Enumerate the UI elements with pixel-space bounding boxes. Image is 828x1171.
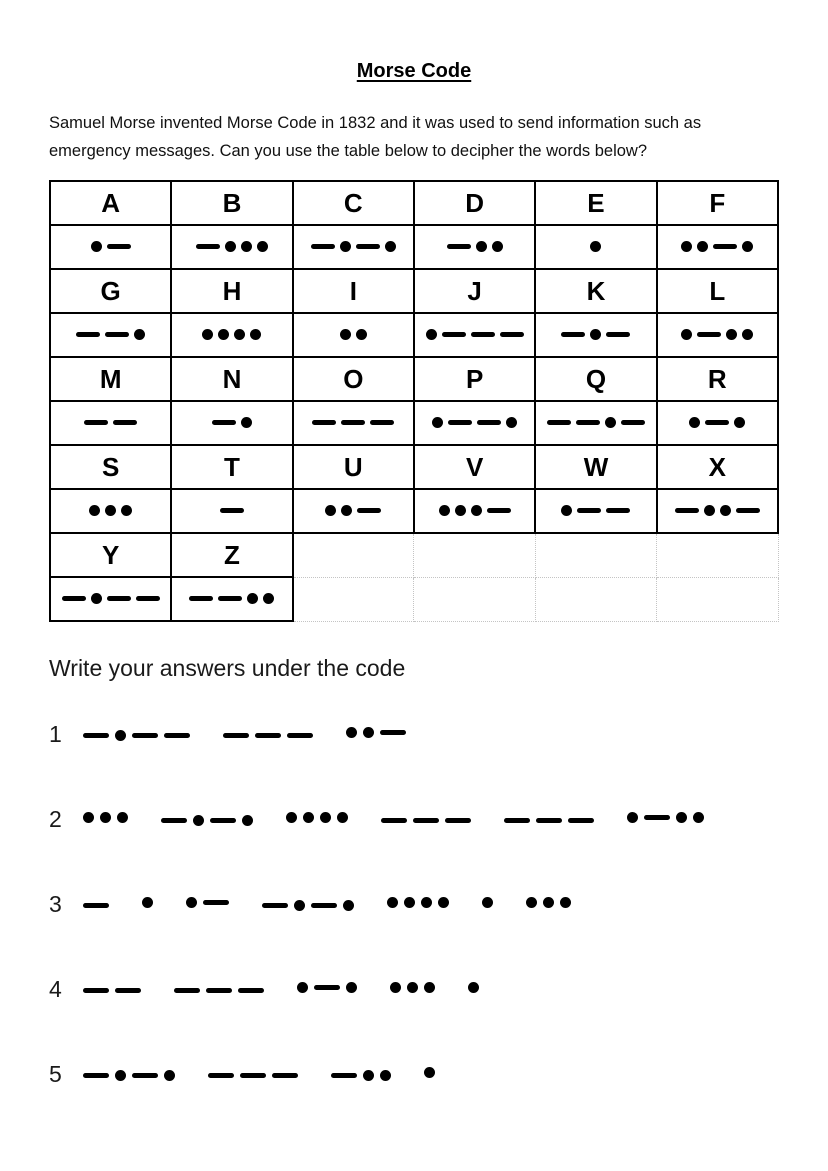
letter-cell: G <box>50 269 171 313</box>
morse-dot <box>605 417 616 428</box>
morse-dash <box>311 244 335 249</box>
morse-dot <box>492 241 503 252</box>
morse-dash <box>161 818 187 823</box>
table-row-letters <box>50 269 778 313</box>
morse-dot <box>186 897 197 908</box>
morse-code-cell <box>535 225 656 269</box>
morse-code-cell <box>171 401 292 445</box>
morse-dot <box>681 241 692 252</box>
morse-dash <box>218 596 242 601</box>
answer-line-5 <box>49 1059 779 1089</box>
morse-word <box>387 982 438 993</box>
morse-code-cell <box>657 225 778 269</box>
table-row-codes <box>50 577 778 621</box>
morse-dot <box>439 505 450 516</box>
answer-number: 5 <box>49 1060 62 1087</box>
morse-dash <box>107 596 131 601</box>
morse-dash <box>500 332 524 337</box>
morse-dash <box>357 508 381 513</box>
morse-dot <box>476 241 487 252</box>
morse-dot <box>303 812 314 823</box>
morse-word <box>421 1067 438 1078</box>
morse-dash <box>697 332 721 337</box>
morse-dot <box>543 897 554 908</box>
morse-dot <box>385 241 396 252</box>
morse-dash <box>356 244 380 249</box>
letter-cell: M <box>50 357 171 401</box>
morse-word <box>171 988 267 993</box>
morse-dot <box>438 897 449 908</box>
letter-cell: O <box>293 357 414 401</box>
letter-cell: Z <box>171 533 292 577</box>
morse-code-cell <box>535 489 656 533</box>
morse-dash <box>240 1073 266 1078</box>
page-title: Morse Code <box>356 60 472 82</box>
morse-word <box>205 1073 301 1078</box>
morse-dot <box>193 815 204 826</box>
letter-cell: I <box>293 269 414 313</box>
morse-dot <box>363 1070 374 1081</box>
empty-cell <box>657 533 778 577</box>
morse-answer-code <box>80 810 734 828</box>
morse-dot <box>242 815 253 826</box>
morse-dot <box>697 241 708 252</box>
letter-cell: A <box>50 181 171 225</box>
morse-dash <box>381 818 407 823</box>
answer-number: 2 <box>49 805 62 832</box>
morse-word <box>183 897 232 908</box>
letter-cell: R <box>657 357 778 401</box>
table-row-letters <box>50 533 778 577</box>
letter-cell: K <box>535 269 656 313</box>
morse-dash <box>606 332 630 337</box>
morse-dash <box>196 244 220 249</box>
morse-code-cell <box>414 225 535 269</box>
morse-dot <box>471 505 482 516</box>
morse-word <box>80 903 112 908</box>
morse-dot <box>320 812 331 823</box>
morse-word <box>80 988 144 993</box>
morse-dot <box>121 505 132 516</box>
morse-code-cell <box>414 313 535 357</box>
answer-line-3 <box>49 889 779 919</box>
morse-dash <box>445 818 471 823</box>
morse-dot <box>560 897 571 908</box>
answers-heading: Write your answers under the code <box>49 655 406 681</box>
morse-dash <box>136 596 160 601</box>
morse-dot <box>380 1070 391 1081</box>
morse-answer-code <box>80 980 509 998</box>
morse-dot <box>734 417 745 428</box>
table-row-codes <box>50 313 778 357</box>
morse-dot <box>294 900 305 911</box>
morse-dash <box>83 1073 109 1078</box>
morse-dot <box>257 241 268 252</box>
morse-dot <box>234 329 245 340</box>
letter-cell: X <box>657 445 778 489</box>
morse-dash <box>312 420 336 425</box>
morse-dash <box>223 733 249 738</box>
morse-dot <box>561 505 572 516</box>
morse-dash <box>311 903 337 908</box>
morse-dash <box>272 1073 298 1078</box>
table-row-letters <box>50 181 778 225</box>
morse-dot <box>91 241 102 252</box>
morse-word <box>343 727 409 738</box>
morse-dash <box>471 332 495 337</box>
morse-dot <box>681 329 692 340</box>
morse-dash <box>413 818 439 823</box>
letter-cell: S <box>50 445 171 489</box>
morse-dash <box>132 1073 158 1078</box>
morse-dash <box>132 733 158 738</box>
morse-dash <box>76 332 100 337</box>
letter-cell: W <box>535 445 656 489</box>
morse-dot <box>340 241 351 252</box>
answer-line-4 <box>49 974 779 1004</box>
morse-answer-code <box>80 725 436 743</box>
morse-code-cell <box>50 313 171 357</box>
morse-dot <box>247 593 258 604</box>
morse-dash <box>255 733 281 738</box>
intro-line-2: emergency messages. Can you use the table below to decipher the words below? <box>49 142 648 160</box>
morse-word <box>139 897 156 908</box>
answer-number: 3 <box>49 890 62 917</box>
morse-dot <box>346 982 357 993</box>
morse-dot <box>426 329 437 340</box>
morse-dot <box>241 417 252 428</box>
morse-dash <box>203 900 229 905</box>
morse-dot <box>297 982 308 993</box>
morse-dash <box>675 508 699 513</box>
morse-dash <box>83 988 109 993</box>
empty-cell <box>414 577 535 621</box>
answer-number: 1 <box>49 720 62 747</box>
morse-word <box>294 982 360 993</box>
morse-dash <box>174 988 200 993</box>
morse-dash <box>115 988 141 993</box>
morse-code-cell <box>657 401 778 445</box>
morse-dot <box>421 897 432 908</box>
morse-code-cell <box>171 577 292 621</box>
morse-code-cell <box>50 401 171 445</box>
letter-cell: T <box>171 445 292 489</box>
morse-dot <box>164 1070 175 1081</box>
answer-line-1 <box>49 719 779 749</box>
morse-dot <box>363 727 374 738</box>
empty-cell <box>535 533 656 577</box>
morse-dot <box>241 241 252 252</box>
morse-dot <box>506 417 517 428</box>
morse-dash <box>314 985 340 990</box>
empty-cell <box>293 577 414 621</box>
morse-dot <box>115 1070 126 1081</box>
morse-dash <box>238 988 264 993</box>
morse-code-cell <box>293 313 414 357</box>
letter-cell: L <box>657 269 778 313</box>
morse-dash <box>331 1073 357 1078</box>
morse-dot <box>468 982 479 993</box>
morse-dot <box>482 897 493 908</box>
morse-dot <box>526 897 537 908</box>
morse-dash <box>220 508 244 513</box>
empty-cell <box>657 577 778 621</box>
letter-cell: Q <box>535 357 656 401</box>
morse-dot <box>720 505 731 516</box>
morse-dash <box>83 903 109 908</box>
morse-dot <box>390 982 401 993</box>
morse-code-cell <box>50 577 171 621</box>
empty-cell <box>535 577 656 621</box>
morse-dash <box>84 420 108 425</box>
morse-dot <box>693 812 704 823</box>
morse-word <box>328 1070 394 1081</box>
morse-dot <box>340 329 351 340</box>
morse-dot <box>117 812 128 823</box>
morse-dash <box>107 244 131 249</box>
morse-dash <box>287 733 313 738</box>
morse-dash <box>341 420 365 425</box>
morse-dot <box>676 812 687 823</box>
morse-dash <box>713 244 737 249</box>
table-row-letters <box>50 357 778 401</box>
morse-dash <box>606 508 630 513</box>
morse-dot <box>91 593 102 604</box>
morse-code-cell <box>171 225 292 269</box>
morse-code-cell <box>414 489 535 533</box>
morse-code-cell <box>171 489 292 533</box>
morse-dash <box>477 420 501 425</box>
morse-dash <box>447 244 471 249</box>
morse-word <box>479 897 496 908</box>
morse-dash <box>561 332 585 337</box>
morse-code-table <box>49 180 779 622</box>
morse-code-cell <box>293 225 414 269</box>
morse-code-cell <box>50 225 171 269</box>
morse-word <box>220 733 316 738</box>
morse-dot <box>100 812 111 823</box>
table-row-codes <box>50 489 778 533</box>
morse-dash <box>262 903 288 908</box>
morse-word <box>624 812 707 823</box>
letter-cell: U <box>293 445 414 489</box>
morse-dot <box>343 900 354 911</box>
letter-cell: P <box>414 357 535 401</box>
letter-cell: H <box>171 269 292 313</box>
morse-dash <box>189 596 213 601</box>
morse-dot <box>341 505 352 516</box>
morse-dash <box>206 988 232 993</box>
answer-number: 4 <box>49 975 62 1002</box>
morse-dash <box>105 332 129 337</box>
morse-dash <box>644 815 670 820</box>
morse-dash <box>370 420 394 425</box>
morse-dash <box>621 420 645 425</box>
morse-word <box>523 897 574 908</box>
morse-dot <box>424 982 435 993</box>
morse-dot <box>424 1067 435 1078</box>
morse-dash <box>442 332 466 337</box>
morse-dot <box>218 329 229 340</box>
morse-dot <box>742 329 753 340</box>
morse-dot <box>627 812 638 823</box>
morse-dash <box>736 508 760 513</box>
morse-word <box>384 897 452 908</box>
morse-dash <box>504 818 530 823</box>
morse-dot <box>356 329 367 340</box>
morse-dot <box>250 329 261 340</box>
morse-word <box>259 900 357 911</box>
morse-code-cell <box>50 489 171 533</box>
morse-dot <box>325 505 336 516</box>
morse-code-cell <box>535 313 656 357</box>
morse-code-cell <box>171 313 292 357</box>
morse-dash <box>547 420 571 425</box>
morse-dot <box>432 417 443 428</box>
morse-dot <box>225 241 236 252</box>
morse-dash <box>448 420 472 425</box>
morse-dot <box>407 982 418 993</box>
morse-dot <box>263 593 274 604</box>
morse-word <box>80 812 131 823</box>
morse-code-cell <box>657 489 778 533</box>
answer-line-2 <box>49 804 779 834</box>
morse-word <box>465 982 482 993</box>
intro-paragraph <box>49 109 779 165</box>
morse-dot <box>404 897 415 908</box>
morse-dot <box>142 897 153 908</box>
letter-cell: V <box>414 445 535 489</box>
morse-dot <box>726 329 737 340</box>
morse-word <box>80 730 193 741</box>
morse-dot <box>590 241 601 252</box>
morse-dot <box>387 897 398 908</box>
morse-dash <box>536 818 562 823</box>
morse-dash <box>705 420 729 425</box>
morse-word <box>80 1070 178 1081</box>
letter-cell: Y <box>50 533 171 577</box>
letter-cell: B <box>171 181 292 225</box>
morse-dash <box>380 730 406 735</box>
letter-cell: E <box>535 181 656 225</box>
morse-dot <box>134 329 145 340</box>
letter-cell: D <box>414 181 535 225</box>
morse-dot <box>590 329 601 340</box>
morse-dash <box>62 596 86 601</box>
empty-cell <box>293 533 414 577</box>
morse-dot <box>115 730 126 741</box>
morse-code-cell <box>657 313 778 357</box>
morse-code-cell <box>293 489 414 533</box>
morse-word <box>283 812 351 823</box>
morse-dash <box>576 420 600 425</box>
morse-dash <box>83 733 109 738</box>
morse-dot <box>346 727 357 738</box>
morse-dot <box>689 417 700 428</box>
morse-code-cell <box>535 401 656 445</box>
morse-dot <box>286 812 297 823</box>
empty-cell <box>414 533 535 577</box>
morse-dash <box>577 508 601 513</box>
morse-dash <box>487 508 511 513</box>
morse-answer-code <box>80 895 601 913</box>
morse-word <box>501 818 597 823</box>
morse-dash <box>210 818 236 823</box>
morse-dot <box>337 812 348 823</box>
table-row-codes <box>50 225 778 269</box>
table-row-letters <box>50 445 778 489</box>
morse-dot <box>83 812 94 823</box>
morse-dot <box>202 329 213 340</box>
morse-word <box>158 815 256 826</box>
morse-dash <box>164 733 190 738</box>
morse-dash <box>568 818 594 823</box>
morse-code-cell <box>414 401 535 445</box>
letter-cell: N <box>171 357 292 401</box>
intro-line-1: Samuel Morse invented Morse Code in 1832 and it was used to send information such as <box>49 114 702 132</box>
morse-dash <box>113 420 137 425</box>
morse-dot <box>89 505 100 516</box>
morse-dash <box>212 420 236 425</box>
letter-cell: C <box>293 181 414 225</box>
morse-answer-code <box>80 1065 465 1083</box>
morse-dash <box>208 1073 234 1078</box>
morse-word <box>378 818 474 823</box>
morse-dot <box>105 505 116 516</box>
morse-dot <box>704 505 715 516</box>
letter-cell: F <box>657 181 778 225</box>
letter-cell: J <box>414 269 535 313</box>
morse-dot <box>742 241 753 252</box>
morse-dot <box>455 505 466 516</box>
table-row-codes <box>50 401 778 445</box>
morse-code-cell <box>293 401 414 445</box>
